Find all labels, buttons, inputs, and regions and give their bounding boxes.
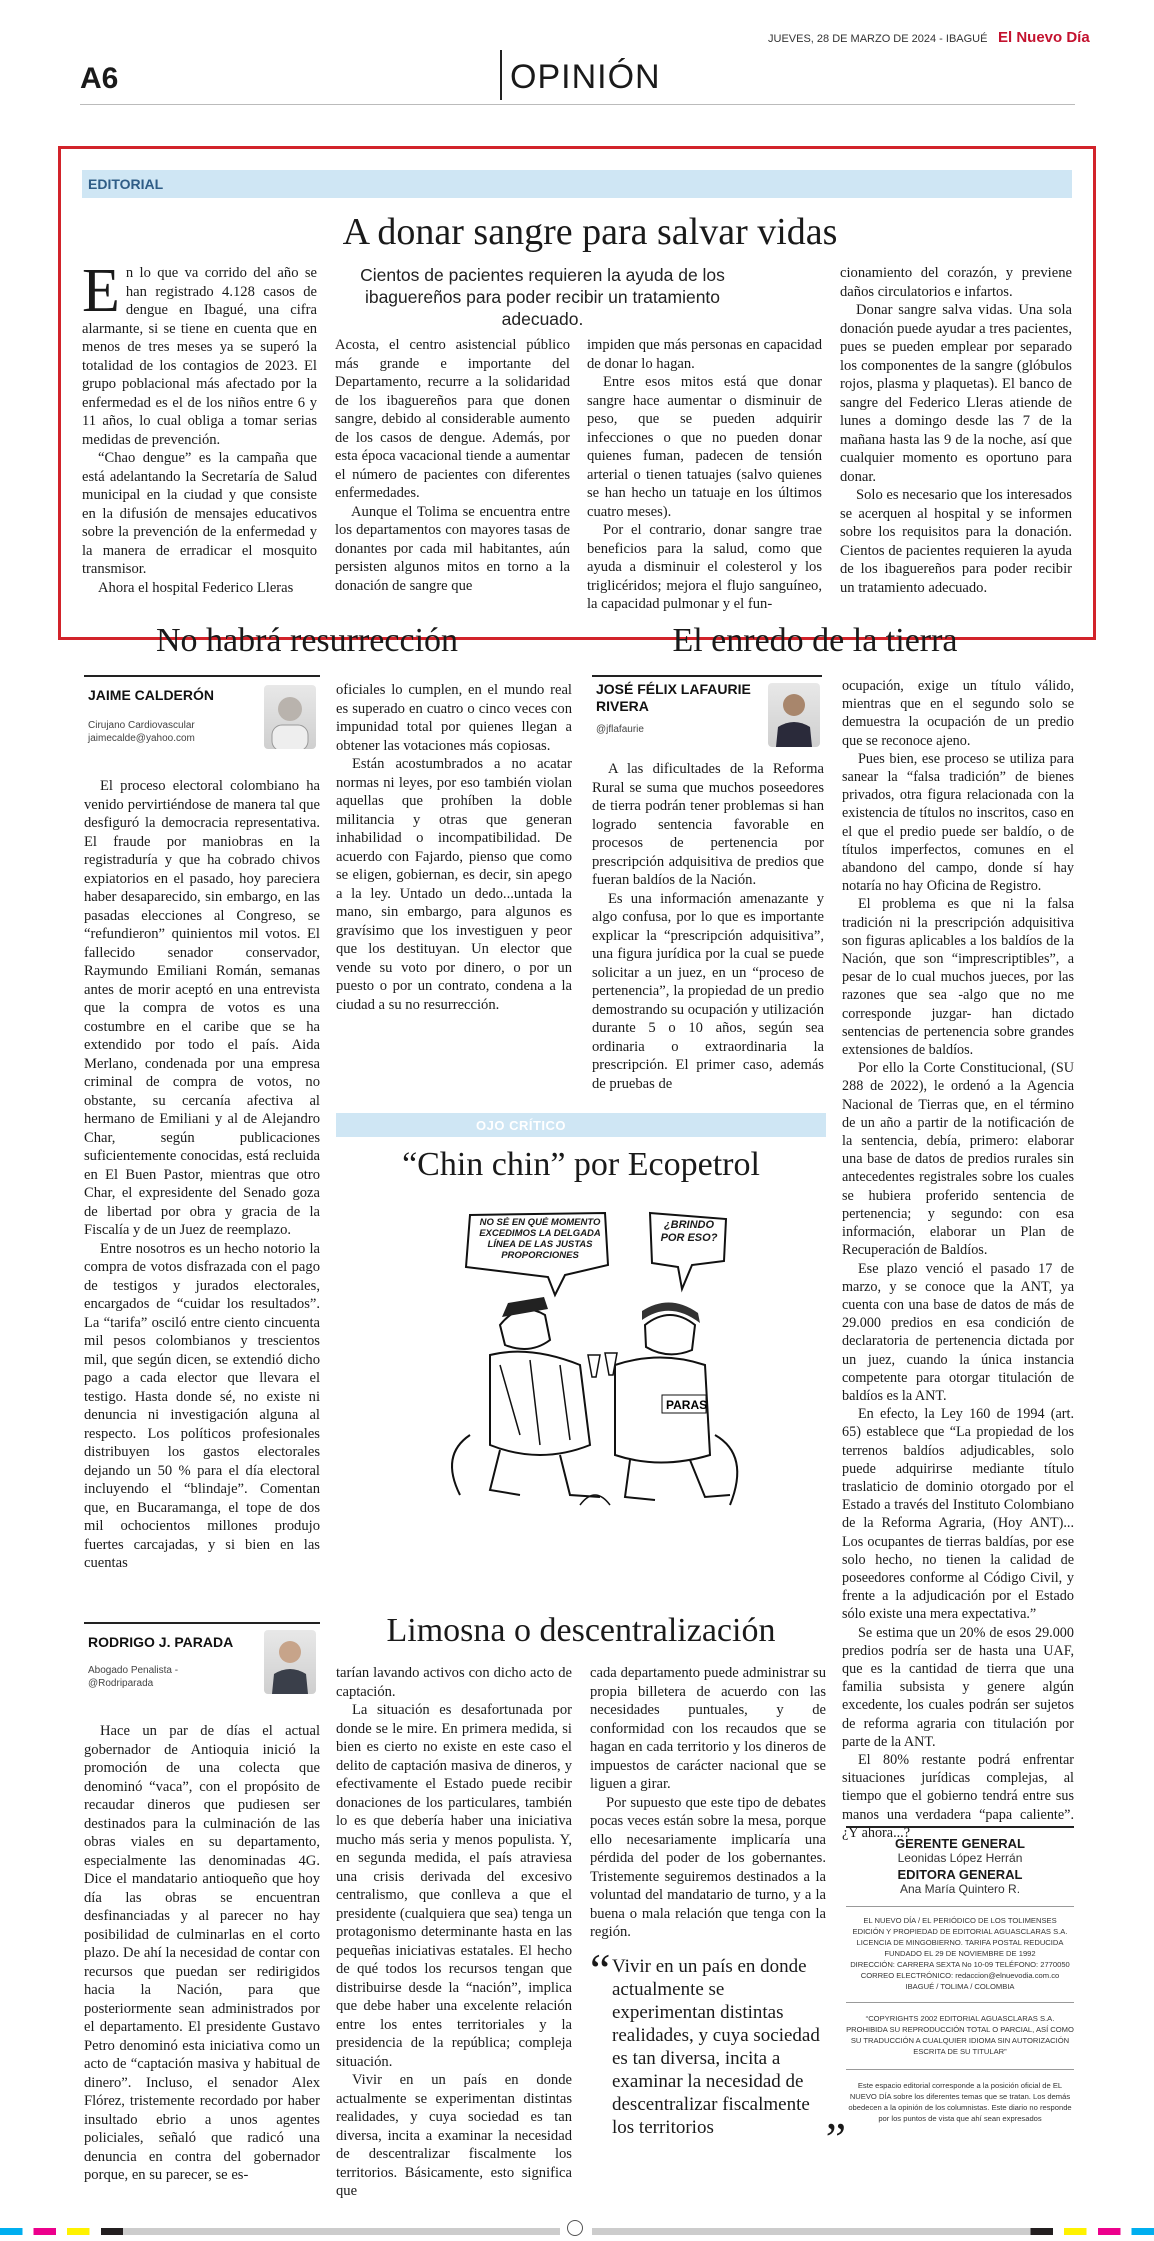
masthead-info-line: LICENCIA DE MINGOBIERNO. TARIFA POSTAL REDUCIDA	[856, 1938, 1064, 1947]
column-left-author-email: jaimecalde@yahoo.com	[88, 733, 195, 744]
column-paragraph: cada departamento puede administrar su propia billetera de acuerdo con las necesidades puntuales, y de conformidad con los recaudos que se hagan en cada territorio y los dineros de impuestos de carácter nacional que se liguen a girar.	[590, 1665, 826, 1792]
masthead	[846, 1826, 1074, 2124]
column-paragraph: ocupación, exige un título válido, mientras que en el segundo solo se demuestra la ocupación de un predio que se reconoce ajeno.	[842, 678, 1074, 749]
column-right-col-1	[592, 760, 824, 1093]
column-bottom-avatar	[264, 1630, 316, 1694]
cartoon-tag: PARAS	[666, 1398, 708, 1412]
editorial-paragraph: Acosta, el centro asistencial público más grande e importante del Departamento, recurre a la solidaridad de los ibaguereños para que donen sangre, debido al considerable aumento de los casos de dengue. Además, por esta época vacacional tiende a aumentar el número de pacientes con diferentes enfermedades.	[335, 337, 570, 501]
column-paragraph: oficiales lo cumplen, en el mundo real es superado en cuatro o cinco veces con impunidad total por quienes llegan a obtener las votaciones más copiosas.	[336, 682, 572, 754]
cartoon-bubble-right: ¿BRINDO POR ESO?	[660, 1219, 718, 1244]
editorial-subtitle: Cientos de pacientes requieren la ayuda de los ibaguereños para poder recibir un tratamiento adecuado.	[360, 265, 725, 329]
editora-name: Ana María Quintero R.	[899, 1882, 1021, 1896]
column-bottom-author-role: Abogado Penalista -	[88, 1665, 179, 1676]
registration-mark-icon	[567, 2220, 583, 2236]
column-paragraph: Hace un par de días el actual gobernador de Antioquia inició la promoción de una colecta que denominó “vaca”, con el propósito de recaudar dineros que pudiesen ser destinados para la culminación de las obras viales en su departamento, especialmente las denominadas 4G. Dice el mandatario antioqueño que hoy día las obras se encuentran desfinanciadas y al parecer no hay posibilidad de culminarlas en el corto plazo. De ahí la necesidad de contar con recursos que puedan ser redirigidos hacia la Nación, para que posteriormente sean administrados por el departamento. El presidente Gustavo Petro denominó esta iniciativa como un acto de “captación masiva y habitual de dinero”. Incluso, el senador Alex Flórez, tristemente recordado por haber insultado ebrio a unos agentes policiales, señaló que radicó una denuncia en contra del gobernador porque, en su parecer, se es-	[84, 1723, 320, 2183]
editorial-col-2	[335, 336, 570, 595]
editorial-title: A donar sangre para salvar vidas	[342, 211, 838, 253]
column-left-author-role: Cirujano Cardiovascular	[88, 720, 195, 731]
editorial-dropcap: E	[82, 257, 120, 325]
editorial-paragraph: Entre esos mitos está que donar sangre hace aumentar o disminuir de peso, que se pueden adquirir infecciones o que no pueden donar quienes fuman, padecen de tensión arterial o tienen tatuajes (salvo quienes se han hecho un tatuaje en los últimos cuatro meses).	[587, 374, 822, 520]
column-bottom-author-box	[84, 1622, 320, 1704]
masthead-info-line: EDICIÓN Y PROPIEDAD DE EDITORIAL AGUASCLARAS S.A.	[852, 1927, 1068, 1936]
cartoon-label: OJO CRÍTICO	[476, 1118, 567, 1133]
column-bottom-author: RODRIGO J. PARADA	[88, 1634, 234, 1650]
column-left-col-1	[84, 777, 320, 1573]
editorial-paragraph: impiden que más personas en capacidad de donar lo hagan.	[587, 337, 822, 372]
masthead-info-line: FUNDADO EL 29 DE NOVIEMBRE DE 1992	[884, 1949, 1036, 1958]
registration-bar-right	[592, 2228, 1154, 2235]
editorial-paragraph: Solo es necesario que los interesados se acerquen al hospital y se informen sobre los requisitos para la donación. Cientos de pacientes requieren la ayuda de los ibaguereños para poder recibir un tratamiento adecuado.	[840, 487, 1073, 596]
editorial-paragraph: Aunque el Tolima se encuentra entre los departamentos con mayores tasas de donantes por cada mil habitantes, aún persisten algunos mitos en torno a la donación de sangre que	[335, 503, 570, 594]
column-paragraph: Vivir en un país en donde actualmente se experimentan distintas realidades, y cuya sociedad es tan diversa, incita a examinar la necesidad de descentralizar fiscalmente los territorios. Básicamente, esto significa que	[336, 2072, 572, 2199]
pull-quote-text: Vivir en un país en donde actualmente se experimentan distintas realidades, y cuya sociedad es tan diversa, incita a examinar la necesidad de descentralizar fiscalmente los territorios	[612, 1956, 820, 2138]
editorial-col-3	[587, 336, 822, 614]
column-right-avatar	[768, 683, 820, 747]
gerente-label: GERENTE GENERAL	[894, 1836, 1025, 1851]
column-right-title: El enredo de la tierra	[672, 622, 958, 659]
column-right-author-line1: JOSÉ FÉLIX LAFAURIE	[596, 681, 751, 697]
editorial-paragraph: Ahora el hospital Federico Lleras	[98, 579, 294, 596]
cartoon-bubble-left: NO SÉ EN QUÉ MOMENTO EXCEDIMOS LA DELGADA LÍNEA DE LAS JUSTAS PROPORCIONES	[479, 1217, 601, 1261]
column-paragraph: Se estima que un 20% de esos 29.000 predios podría ser de hasta una UAF, que es la cantidad de tierra que una familia subsista y genere algún excedente, los cuales podrán ser sujetos de reforma agraria con titulación por parte de la ANT.	[842, 1624, 1074, 1750]
editorial-paragraph: Por el contrario, donar sangre trae beneficios para la salud, como que ayuda a disminuir el colesterol y los triglicéridos; mejora el flujo sanguíneo, la capacidad pulmonar y el fun-	[587, 522, 822, 612]
author-portrait-icon	[768, 683, 820, 747]
column-paragraph: Están acostumbrados a no acatar normas ni leyes, por eso también violan aquellas que prohíben la doble militancia y otras que generan inhabilidad o incompatibilidad. De acuerdo con Fajardo, pienso que como se eligen, gobiernan, es decir, sin apego a la ley. Untado un dedo...untada la mano, sin embargo, para algunos es gravísimo que los investiguen y peor que los destituyan. Un elector que vende su voto por dinero, o por un puesto o por un contrato, condena a la ciudad a su no resurrección.	[336, 756, 572, 1013]
editorial-col-1	[82, 257, 317, 597]
column-paragraph: tarían lavando activos con dicho acto de captación.	[336, 1665, 572, 1700]
masthead-copyright: “COPYRIGHTS 2002 EDITORIAL AGUASCLARAS S.A. PROHIBIDA SU REPRODUCCIÓN TOTAL O PARCIAL, ASÍ COMO SU TRADUCCIÓN A CUALQUIER IDIOMA SIN AUTORIZACIÓN ESCRITA DE SU TITULAR”	[846, 2002, 1074, 2057]
column-left-title: No habrá resurrección	[155, 622, 459, 659]
cartoon-illustration	[430, 1205, 760, 1515]
quote-open-icon: “	[590, 1944, 611, 1995]
column-paragraph: Pues bien, ese proceso se utiliza para sanear la “falsa tradición” de bienes privados, otra figura relacionada con la existencia de títulos no inscritos, caso en el que el predio puede ser baldío, o de títulos imperfectos, comunes en el abandono del campo, donde sí hay notaría no hay Oficina de Registro.	[842, 750, 1074, 895]
editorial-paragraph: n lo que va corrido del año se han registrado 4.128 casos de dengue en Ibagué, una cifra alarmante, si se tiene en cuenta que en menos de tres meses ya se superó la totalidad de los contagios de 2023. El grupo poblacional más afectado por la enfermedad es el de los niños entre 6 y 11 años, lo cual obliga a tomar serias medidas de prevención.	[82, 265, 317, 448]
section-title: OPINIÓN	[510, 58, 661, 96]
column-paragraph: En efecto, la Ley 160 de 1994 (art. 65) establece que “La propiedad de los terrenos baldíos adjudicables, solo puede adquirirse mediante título traslaticio de dominio otorgado por el Estado a través del Instituto Colombiano de la Reforma Agraria, (Hoy ANT)... Los ocupantes de tierras baldías, por ese solo hecho, no tienen la calidad de poseedores conforme al Código Civil, y frente a la adjudicación por el Estado sólo existe una mera expectativa.”	[842, 1406, 1074, 1623]
masthead-disclaimer: Este espacio editorial corresponde a la posición oficial de EL NUEVO DÍA sobre los diferentes temas que se tratan. Los demás obedecen a la opinión de los columnistas. Este diario no responde por los puntos de vista que ahí sean expresados	[846, 2069, 1074, 2124]
editorial-col-4	[840, 264, 1072, 597]
column-paragraph: El problema es que ni la falsa tradición ni la prescripción adquisitiva son figuras aplicables a los baldíos de la Nación, que son “imprescriptibles”, a pesar de lo cual muchos jueces, por las razones que sea -algo que no me corresponde juzgar- han dictado sentencias de pertenencia sobre grandes extensiones de baldíos.	[842, 896, 1074, 1059]
gerente-name: Leonidas López Herrán	[897, 1851, 1023, 1865]
column-left-author: JAIME CALDERÓN	[88, 687, 215, 703]
registration-bar-left	[0, 2228, 560, 2235]
brand-logo: El Nuevo Día	[998, 29, 1090, 46]
masthead-info-line: EL NUEVO DÍA / EL PERIÓDICO DE LOS TOLIMENSES	[863, 1916, 1057, 1925]
cartoon-label-bar	[336, 1113, 826, 1137]
column-paragraph: La situación es desafortunada por donde se le mire. En primera medida, si bien es cierto no existe en este caso el delito de captación masiva de dineros, y efectivamente el Estado puede recibir donaciones de los particulares, también lo es que debería haber una iniciativa mucho más seria y menos populista. Y, en segunda medida, el país atraviesa una crisis derivada del excesivo centralismo, que conlleva a que el presidente (cualquiera que sea) tenga un protagonismo determinante hasta en las pequeñas iniciativas estatales. El hecho de qué todos los recursos tengan que distribuirse desde la “nación”, implica que debe haber una excelente relación entre los entes territoriales y la presidencia de la república; compleja situación.	[336, 1702, 572, 2070]
cartoon-title: “Chin chin” por Ecopetrol	[402, 1146, 760, 1183]
column-right-author-box	[592, 675, 822, 757]
quote-close-icon: ”	[825, 2113, 846, 2164]
column-bottom-col-2	[336, 1664, 572, 2201]
dateline: JUEVES, 28 DE MARZO DE 2024 - IBAGUÉ	[768, 33, 988, 45]
column-left-author-box	[84, 675, 320, 757]
header-rule	[80, 104, 1075, 105]
author-portrait-icon	[264, 685, 316, 749]
editorial-label: EDITORIAL	[88, 176, 164, 192]
masthead-info-line: CORREO ELECTRÓNICO: redaccion@elnuevodia.com.co	[860, 1971, 1060, 1980]
column-left-avatar	[264, 685, 316, 749]
column-bottom-author-handle: @Rodriparada	[88, 1678, 154, 1689]
column-right-author-line2: RIVERA	[596, 698, 649, 714]
column-right-author-handle: @jflafaurie	[596, 724, 644, 735]
editorial-paragraph: “Chao dengue” es la campaña que está adelantando la Secretaría de Salud municipal en la ciudad y que consiste en la difusión de mensajes educativos sobre la prevención de la enfermedad y la manera de erradicar el mosquito transmisor.	[82, 450, 317, 577]
pull-quote	[590, 1944, 846, 2164]
column-paragraph: Entre nosotros es un hecho notorio la compra de votos disfrazada con el pago de testigos y jurados electorales, encargados de “cuidar los resultados”. La “tarifa” osciló entre ciento cincuenta mil pesos colombianos y trescientos mil, que según dicen, se extendió dicho pago a cada elector que llevara el testigo. Hasta donde sé, no existe ni denuncia ni investigación alguna al respecto. Los políticos profesionales distribuyen los gastos electorales dejando un 50 % para el día electoral incluyendo el “blindaje”. Comentan que, en Bucaramanga, el tope de dos mil ochocientos millones produjo fuertes carcajadas, y si bien en las cuentas	[84, 1240, 320, 1571]
editorial-paragraph: cionamiento del corazón, y previene daños circulatorios e infartos.	[840, 265, 1072, 300]
editora-label: EDITORA GENERAL	[897, 1867, 1023, 1882]
author-portrait-icon	[264, 1630, 316, 1694]
column-paragraph: Ese plazo venció el pasado 17 de marzo, y se conoce que la ANT, ya cuenta con una base de datos de más de 29.000 predios en esa condición de declaratoria de pertenencia dictada por un juez, cuando la única instancia competente para otorgar titulación de baldíos es la ANT.	[842, 1260, 1074, 1404]
masthead-info-line: DIRECCIÓN: CARRERA SEXTA No 10-09 TELÉFONO: 2770050	[850, 1960, 1070, 1969]
header-divider	[500, 50, 502, 100]
column-left-col-2	[336, 681, 572, 1014]
column-paragraph: Por ello la Corte Constitucional, (SU 288 de 2022), le ordenó a la Agencia Nacional de Tierras que, en el término de un año a partir de la notificación de la sentencia, debía, primero: elaborar una base de datos de predios rurales sin antecedentes registrales sobre los cuales se hubiera proferido sentencia de pertenencia; y segundo: con esa información, elaborar un Plan de Recuperación de Baldíos.	[842, 1060, 1074, 1259]
column-paragraph: Por supuesto que este tipo de debates pocas veces están sobre la mesa, porque ello necesariamente implicaría una pérdida del poder de los gobernantes. Tristemente seguiremos destinados a la voluntad del mandatario de turno, y a la buena o mala relación que tenga con la región.	[590, 1794, 826, 1940]
column-paragraph: Es una información amenazante y algo confusa, por lo que es importante explicar la “prescripción adquisitiva”, una figura jurídica por la cual se puede solicitar a un juez, en un “proceso de pertenencia”, la propiedad de un predio demostrando su ocupación y utilización durante 5 o 10 años, según sea ordinaria o extraordinaria la prescripción. El primer caso, además de pruebas de	[592, 890, 824, 1092]
editorial-paragraph: Donar sangre salva vidas. Una sola donación puede ayudar a tres pacientes, pues se pueden emplear por separado los componentes de la sangre (glóbulos rojos, plasma y plaquetas). El banco de sangre del Federico Lleras atiende de lunes a domingo desde las 7 de la mañana hasta las 9 de la noche, así que cualquier momento es oportuno para donar.	[840, 302, 1072, 485]
column-bottom-col-3	[590, 1664, 826, 1942]
column-bottom-title: Limosna o descentralización	[386, 1612, 776, 1649]
column-paragraph: El proceso electoral colombiano ha venido pervirtiéndose de manera tal que desfiguró la democracia representativa. El fraude por maniobras en la registraduría y que ha cobrado chivos expiatorios en el pasado, hoy pareciera haber desaparecido, sin embargo, en las pasadas elecciones al Congreso, se “refundieron” quinientos mil votos. El fallecido senador conservador, Raymundo Emiliani Román, semanas antes de morir aceptó en una entrevista que la compra de votos es una costumbre en el caribe que se ha extendido por todo el país. Aida Merlano, condenada por una empresa criminal de compra de votos, no obstante, su cercanía afectiva al hermano de Emiliani y al de Alejandro Char, según publicaciones suficientemente conocidas, está recluida en El Buen Pastor, mientras que otro Char, el expresidente del Senado goza de libertad por obra y gracia de la Fiscalía y de un Juez de reemplazo.	[84, 778, 320, 1238]
editorial-label-bar	[82, 170, 1072, 198]
page-number: A6	[80, 62, 119, 95]
masthead-info-line: IBAGUÉ / TOLIMA / COLOMBIA	[905, 1982, 1015, 1991]
column-paragraph: El 80% restante podrá enfrentar situaciones jurídicas complejas, al tiempo que el gobierno tendrá entre sus manos una verdadera “papa caliente”. ¿Y ahora...?	[842, 1751, 1074, 1841]
column-paragraph: A las dificultades de la Reforma Rural se suma que muchos poseedores de tierra podrán tener problemas si han logrado sentencia favorable en procesos de pertenencia por prescripción adquisitiva de predios que fueran baldíos de la Nación.	[592, 761, 824, 888]
column-bottom-col-1	[84, 1722, 320, 2185]
column-right-col-2	[842, 677, 1074, 1842]
